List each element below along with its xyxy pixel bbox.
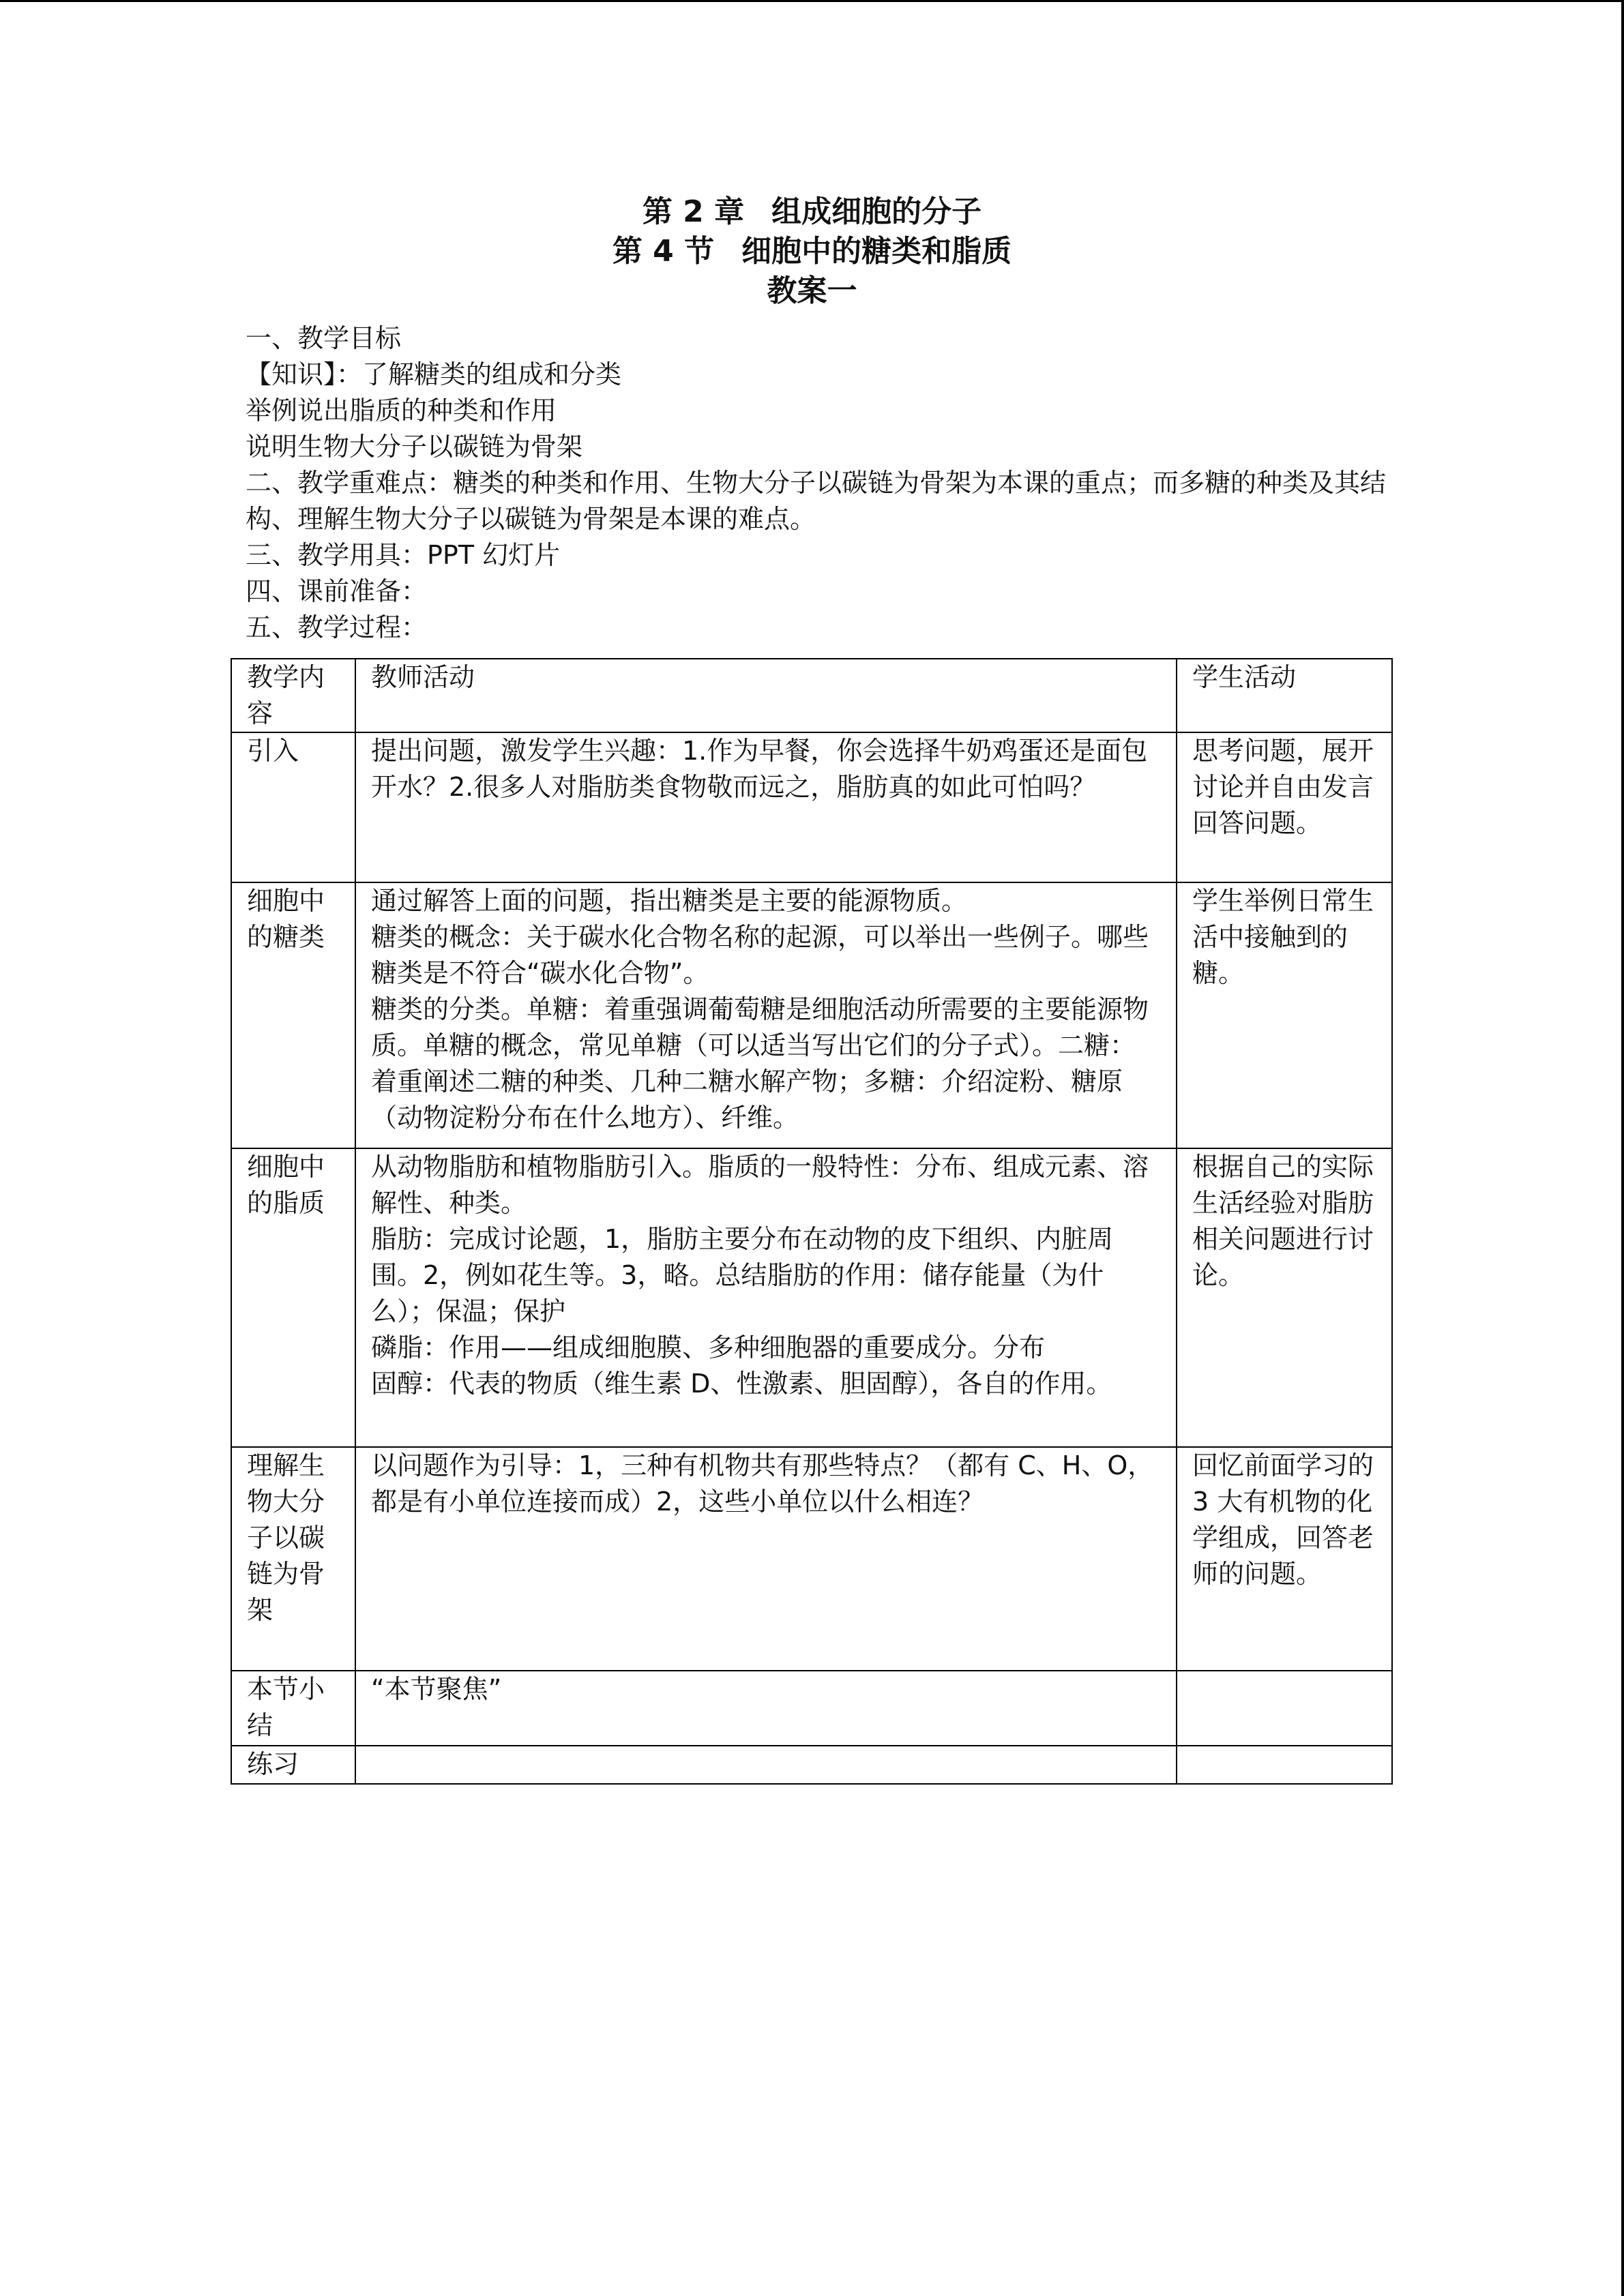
teacher-activity-text: 从动物脂肪和植物脂肪引入。脂质的一般特性：分布、组成元素、溶解性、种类。 (371, 1152, 1149, 1218)
intro-line: 二、教学重难点：糖类的种类和作用、生物大分子以碳链为骨架为本课的重点；而多糖的种类及其结构、理解生物大分子以碳链为骨架是本课的难点。 (246, 468, 1387, 534)
teaching-process-table (231, 658, 1393, 1785)
chapter-title: 组成细胞的分子 (771, 194, 982, 229)
section-title: 细胞中的糖类和脂质 (741, 234, 1012, 269)
document-titles (0, 192, 1624, 311)
section-title-line (0, 232, 1624, 271)
teacher-activity-text: 脂肪：完成讨论题，1，脂肪主要分布在动物的皮下组织、内脏周围。2，例如花生等。3，略。总结脂肪的作用：储存能量（为什么）；保温；保护 (371, 1224, 1114, 1326)
intro-section (246, 320, 1405, 646)
row-teacher-cell (355, 1671, 1177, 1746)
row-teacher-cell (355, 1746, 1177, 1784)
teacher-activity-text: 通过解答上面的问题，指出糖类是主要的能源物质。 (371, 886, 968, 916)
header-cell-teacher: 教师活动 (355, 659, 1177, 732)
row-teacher-cell (355, 1447, 1177, 1671)
teacher-activity-text: “本节聚焦” (371, 1674, 502, 1704)
intro-line: 说明生物大分子以碳链为骨架 (246, 432, 583, 462)
page-right-border (1621, 0, 1624, 2296)
chapter-number: 第 2 章 (642, 194, 745, 229)
row-teacher-cell (355, 882, 1177, 1148)
row-content-cell: 理解生物大分子以碳链为骨架 (231, 1447, 355, 1671)
row-student-cell (1177, 1671, 1392, 1746)
table-row (231, 1148, 1392, 1447)
section-number: 第 4 节 (612, 234, 715, 269)
teacher-activity-text: 提出问题，激发学生兴趣：1.作为早餐，你会选择牛奶鸡蛋还是面包开水？2.很多人对脂肪类食物敬而远之，脂肪真的如此可怕吗？ (371, 736, 1148, 802)
page-top-border (0, 0, 1624, 2)
row-student-cell: 学生举例日常生活中接触到的糖。 (1177, 882, 1392, 1148)
row-content-cell: 练习 (231, 1746, 355, 1784)
intro-line: 五、教学过程： (246, 612, 428, 642)
chapter-title-line (0, 192, 1624, 232)
row-student-cell (1177, 1746, 1392, 1784)
header-cell-student: 学生活动 (1177, 659, 1392, 732)
teacher-activity-text: 固醇：代表的物质（维生素 D、性激素、胆固醇），各自的作用。 (371, 1369, 1112, 1399)
teacher-activity-text: 以问题作为引导：1，三种有机物共有那些特点？（都有 C、H、O，都是有小单位连接而成）2，这些小单位以什么相连？ (371, 1450, 1154, 1517)
row-teacher-cell (355, 1148, 1177, 1447)
intro-line: 【知识】：了解糖类的组成和分类 (246, 359, 622, 389)
intro-line: 举例说出脂质的种类和作用 (246, 396, 557, 426)
teacher-activity-text: 糖类的概念：关于碳水化合物名称的起源，可以举出一些例子。哪些糖类是不符合“碳水化合物”。 (371, 922, 1149, 988)
table-row (231, 732, 1392, 882)
row-teacher-cell (355, 732, 1177, 882)
table-header-row (231, 659, 1392, 732)
plan-title: 教案一 (767, 273, 857, 308)
table-row (231, 1447, 1392, 1671)
table-row (231, 1746, 1392, 1784)
intro-line: 四、课前准备： (246, 576, 428, 606)
table-row (231, 1671, 1392, 1746)
row-student-cell: 根据自己的实际生活经验对脂肪相关问题进行讨论。 (1177, 1148, 1392, 1447)
teacher-activity-text: 糖类的分类。单糖：着重强调葡萄糖是细胞活动所需要的主要能源物质。单糖的概念，常见单糖（可以适当写出它们的分子式）。二糖：着重阐述二糖的种类、几种二糖水解产物；多糖：介绍淀粉、糖原（动物淀粉分布在什么地方）、纤维。 (371, 994, 1149, 1133)
intro-line: 一、教学目标 (246, 323, 402, 353)
intro-line: 三、教学用具：PPT 幻灯片 (246, 540, 561, 570)
teacher-activity-text: 磷脂：作用——组成细胞膜、多种细胞器的重要成分。分布 (371, 1332, 1046, 1362)
row-content-cell: 细胞中的糖类 (231, 882, 355, 1148)
row-content-cell: 细胞中的脂质 (231, 1148, 355, 1447)
row-content-cell: 本节小结 (231, 1671, 355, 1746)
table-row (231, 882, 1392, 1148)
row-content-cell: 引入 (231, 732, 355, 882)
row-student-cell: 思考问题，展开讨论并自由发言回答问题。 (1177, 732, 1392, 882)
header-cell-content: 教学内容 (231, 659, 355, 732)
row-student-cell: 回忆前面学习的 3 大有机物的化学组成，回答老师的问题。 (1177, 1447, 1392, 1671)
